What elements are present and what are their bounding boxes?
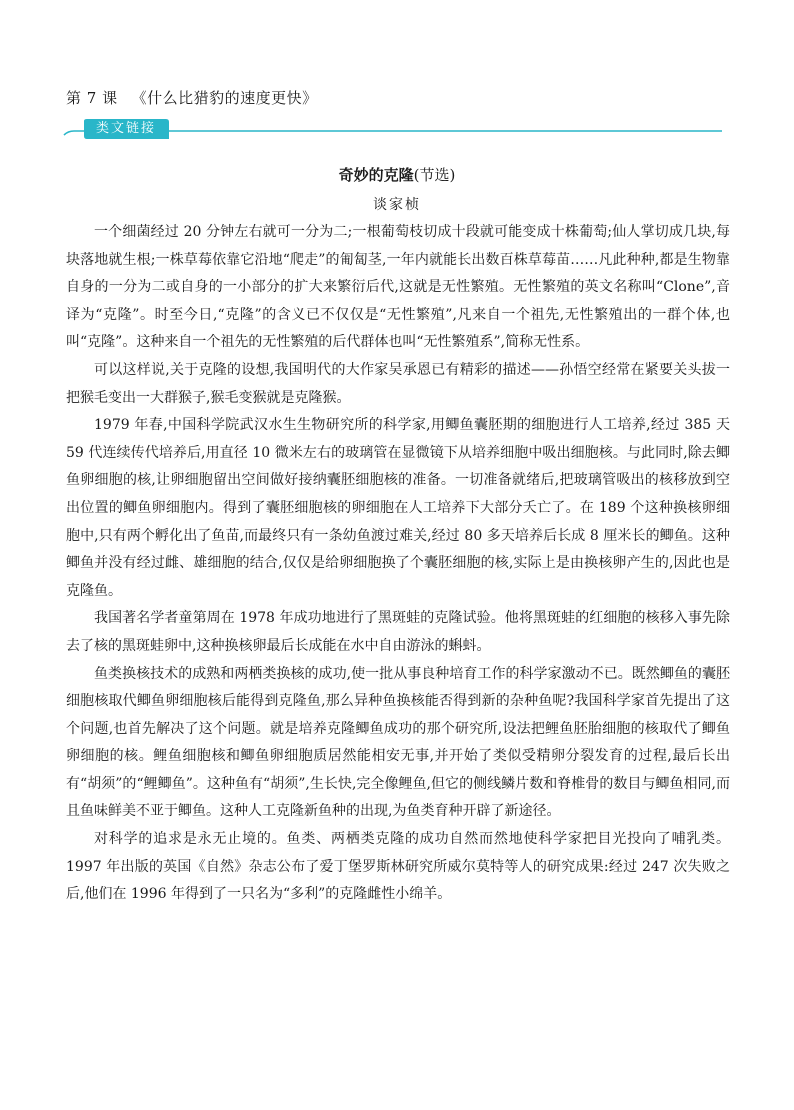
article-author: 谈家桢 xyxy=(373,197,421,213)
paragraph: 我国著名学者童第周在 1978 年成功地进行了黑斑蛙的克隆试验。他将黑斑蛙的红细胞的核移入事先除去了核的黑斑蛙卵中,这种换核卵最后长成能在水中自由游泳的蝌蚪。 xyxy=(66,610,730,654)
article-title xyxy=(0,164,794,185)
article-title-text: 奇妙的克隆 xyxy=(338,166,414,184)
paragraph: 1979 年春,中国科学院武汉水生生物研究所的科学家,用鲫鱼囊胚期的细胞进行人工培养,经过 385 天 59 代连续传代培养后,用直径 10 微米左右的玻璃管在显微镜下从培养细胞中吸出细胞核。与此同时,除去鲫鱼卵细胞的核,让卵细胞留出空间做好接纳囊胚细胞核的准备。一切准备就绪后,把玻璃管吸出的核移放到空出位置的鲫鱼卵细胞内。得到了囊胚细胞核的卵细胞在人工培养下大部分夭亡了。在 189 个这种换核卵细胞中,只有两个孵化出了鱼苗,而最终只有一条幼鱼渡过难关,经过 80 多天培养后长成 8 厘米长的鲫鱼。这种鲫鱼并没有经过雌、雄细胞的结合,仅仅是给卵细胞换了个囊胚细胞的核,实际上是由换核卵产生的,因此也是克隆鱼。 xyxy=(66,417,730,599)
paragraph: 一个细菌经过 20 分钟左右就可一分为二;一根葡萄枝切成十段就可能变成十株葡萄;仙人掌切成几块,每块落地就生根;一株草莓依靠它沿地“爬走”的匍匐茎,一年内就能长出数百株草莓苗……凡此种种,都是生物靠自身的一分为二或自身的一小部分的扩大来繁衍后代,这就是无性繁殖。无性繁殖的英文名称叫“Clone”,音译为“克隆”。时至今日,“克隆”的含义已不仅仅是“无性繁殖”,凡来自一个祖先,无性繁殖出的一群个体,也叫“克隆”。这种来自一个祖先的无性繁殖的后代群体也叫“无性繁殖系”,简称无性系。 xyxy=(66,224,730,351)
lesson-number: 第 7 课 xyxy=(66,89,118,107)
article-body xyxy=(66,219,730,909)
lesson-title: 《什么比猎豹的速度更快》 xyxy=(131,89,318,107)
paragraph: 鱼类换核技术的成熟和两栖类换核的成功,使一批从事良种培育工作的科学家激动不已。既然鲫鱼的囊胚细胞核取代鲫鱼卵细胞核后能得到克隆鱼,那么异种鱼换核能否得到新的杂种鱼呢?我国科学家首先提出了这个问题,也首先解决了这个问题。就是培养克隆鲫鱼成功的那个研究所,设法把鲤鱼胚胎细胞的核取代了鲫鱼卵细胞的核。鲤鱼细胞核和鲫鱼卵细胞质居然能相安无事,并开始了类似受精卵分裂发育的过程,最后长出有“胡须”的“鲤鲫鱼”。这种鱼有“胡须”,生长快,完全像鲤鱼,但它的侧线鳞片数和脊椎骨的数目与鲫鱼相同,而且鱼味鲜美不亚于鲫鱼。这种人工克隆新鱼种的出现,为鱼类育种开辟了新途径。 xyxy=(66,665,730,820)
section-label: 类文链接 xyxy=(95,121,156,136)
article-title-note: (节选) xyxy=(413,166,456,184)
section-banner xyxy=(62,118,722,140)
paragraph: 对科学的追求是永无止境的。鱼类、两栖类克隆的成功自然而然地使科学家把目光投向了哺乳类。1997 年出版的英国《自然》杂志公布了爱丁堡罗斯林研究所威尔莫特等人的研究成果:经过 247 次失败之后,他们在 1996 年得到了一只名为“多利”的克隆雌性小绵羊。 xyxy=(66,831,730,903)
paragraph: 可以这样说,关于克隆的设想,我国明代的大作家吴承恩已有精彩的描述——孙悟空经常在紧要关头拔一把猴毛变出一大群猴子,猴毛变猴就是克隆猴。 xyxy=(66,361,730,406)
lesson-header xyxy=(66,87,318,108)
